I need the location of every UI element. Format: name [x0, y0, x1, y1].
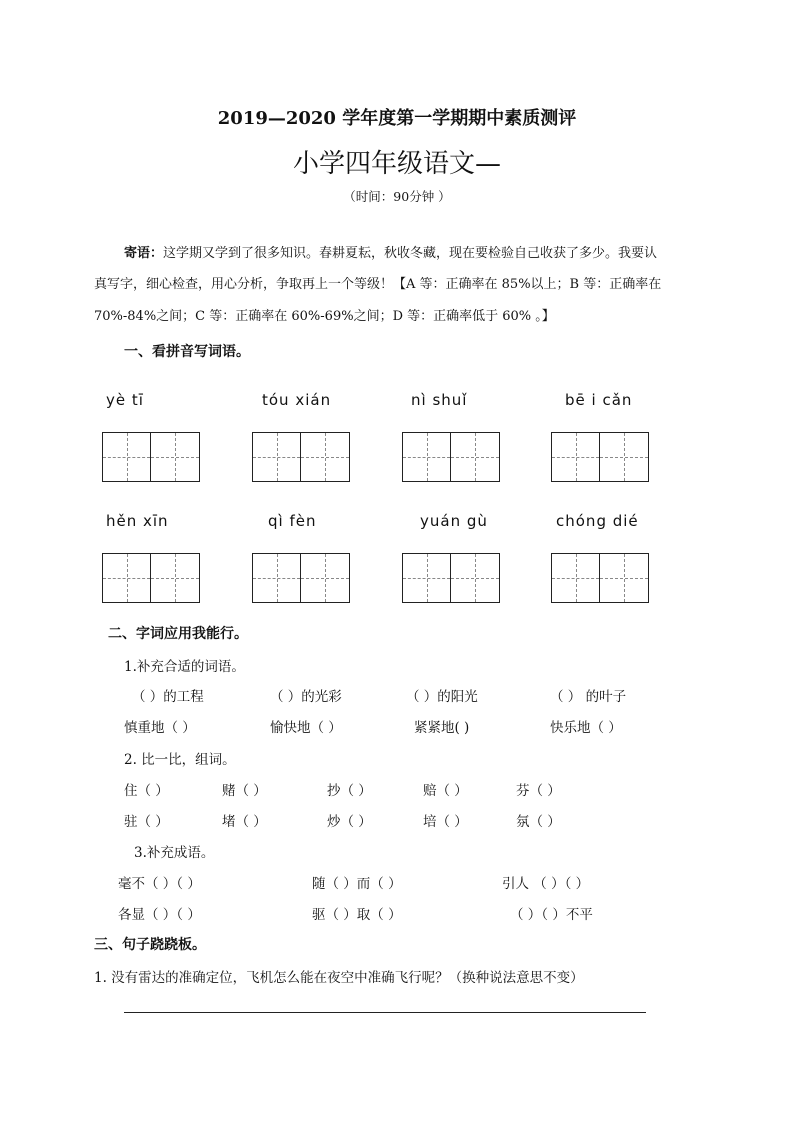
intro-text-1: 这学期又学到了很多知识。春耕夏耘，秋收冬藏，现在要检验自己收获了多少。我要认 — [163, 246, 658, 261]
pinyin-label: bē i cǎn — [565, 391, 633, 409]
fill-item[interactable]: 培（ ） — [423, 814, 468, 830]
fill-item[interactable]: 随（ ）而（ ） — [312, 876, 402, 892]
q1-label: 1.补充合适的词语。 — [124, 659, 245, 675]
q2-label: 2. 比一比，组词。 — [124, 752, 236, 768]
fill-item[interactable]: 紧紧地( ) — [414, 720, 470, 736]
fill-item[interactable]: 快乐地（ ） — [550, 720, 622, 736]
writing-grid[interactable] — [102, 553, 200, 603]
fill-item[interactable]: 毫不（ ）（ ） — [118, 876, 201, 892]
pinyin-label: qì fèn — [268, 512, 317, 530]
exam-time: （时间：90分钟 ） — [343, 189, 451, 204]
q3-label: 3.补充成语。 — [134, 845, 215, 861]
section2-heading: 二、字词应用我能行。 — [108, 626, 248, 642]
pinyin-label: nì shuǐ — [411, 391, 468, 409]
pinyin-label: tóu xián — [262, 391, 332, 409]
fill-item[interactable]: 赌（ ） — [222, 783, 267, 799]
section3-question-1: 1. 没有雷达的准确定位，飞机怎么能在夜空中准确飞行呢？（换种说法意思不变） — [94, 970, 584, 986]
fill-item[interactable]: 赔（ ） — [423, 783, 468, 799]
pinyin-label: yè tī — [106, 391, 144, 409]
fill-item[interactable]: 抄（ ） — [327, 783, 372, 799]
fill-item[interactable]: 各显（ ）（ ） — [118, 907, 201, 923]
writing-grid[interactable] — [551, 553, 649, 603]
fill-item[interactable]: 堵（ ） — [222, 814, 267, 830]
pinyin-label: hěn xīn — [106, 512, 169, 530]
intro-line-2: 真写字，细心检查，用心分析，争取再上一个等级！【A 等：正确率在 85%以上；B 等：正确率在 — [94, 277, 662, 292]
writing-grid[interactable] — [551, 432, 649, 482]
section3-heading: 三、句子跷跷板。 — [94, 937, 206, 953]
fill-item[interactable]: 驻（ ） — [124, 814, 169, 830]
fill-item[interactable]: （ ）（ ）不平 — [510, 907, 593, 923]
fill-item[interactable]: 驱（ ）取（ ） — [312, 907, 402, 923]
writing-grid[interactable] — [252, 553, 350, 603]
fill-item[interactable]: 引人 （ ）（ ） — [502, 876, 590, 892]
fill-item[interactable]: 住（ ） — [124, 783, 169, 799]
section1-heading: 一、看拼音写词语。 — [124, 344, 250, 360]
answer-line[interactable] — [124, 1012, 646, 1013]
fill-item[interactable]: （ ） 的叶子 — [550, 689, 627, 705]
fill-item[interactable]: 氛（ ） — [516, 814, 561, 830]
fill-item[interactable]: （ ）的阳光 — [406, 689, 478, 705]
intro-line-3: 70%-84%之间；C 等：正确率在 60%-69%之间；D 等：正确率低于 60% 。】 — [94, 309, 555, 324]
fill-item[interactable]: 炒（ ） — [327, 814, 372, 830]
writing-grid[interactable] — [252, 432, 350, 482]
pinyin-label: yuán gù — [420, 512, 488, 530]
fill-item[interactable]: 芬（ ） — [516, 783, 561, 799]
writing-grid[interactable] — [402, 432, 500, 482]
fill-item[interactable]: （ ）的工程 — [132, 689, 204, 705]
exam-subtitle: 小学四年级语文— — [292, 149, 501, 179]
pinyin-label: chóng dié — [556, 512, 639, 530]
intro-label: 寄语： — [124, 246, 164, 261]
intro-line-1 — [124, 240, 657, 268]
fill-item[interactable]: 慎重地（ ） — [124, 720, 196, 736]
writing-grid[interactable] — [102, 432, 200, 482]
fill-item[interactable]: （ ）的光彩 — [270, 689, 342, 705]
exam-title: 2019—2020 学年度第一学期期中素质测评 — [217, 108, 577, 129]
writing-grid[interactable] — [402, 553, 500, 603]
fill-item[interactable]: 愉快地（ ） — [270, 720, 342, 736]
